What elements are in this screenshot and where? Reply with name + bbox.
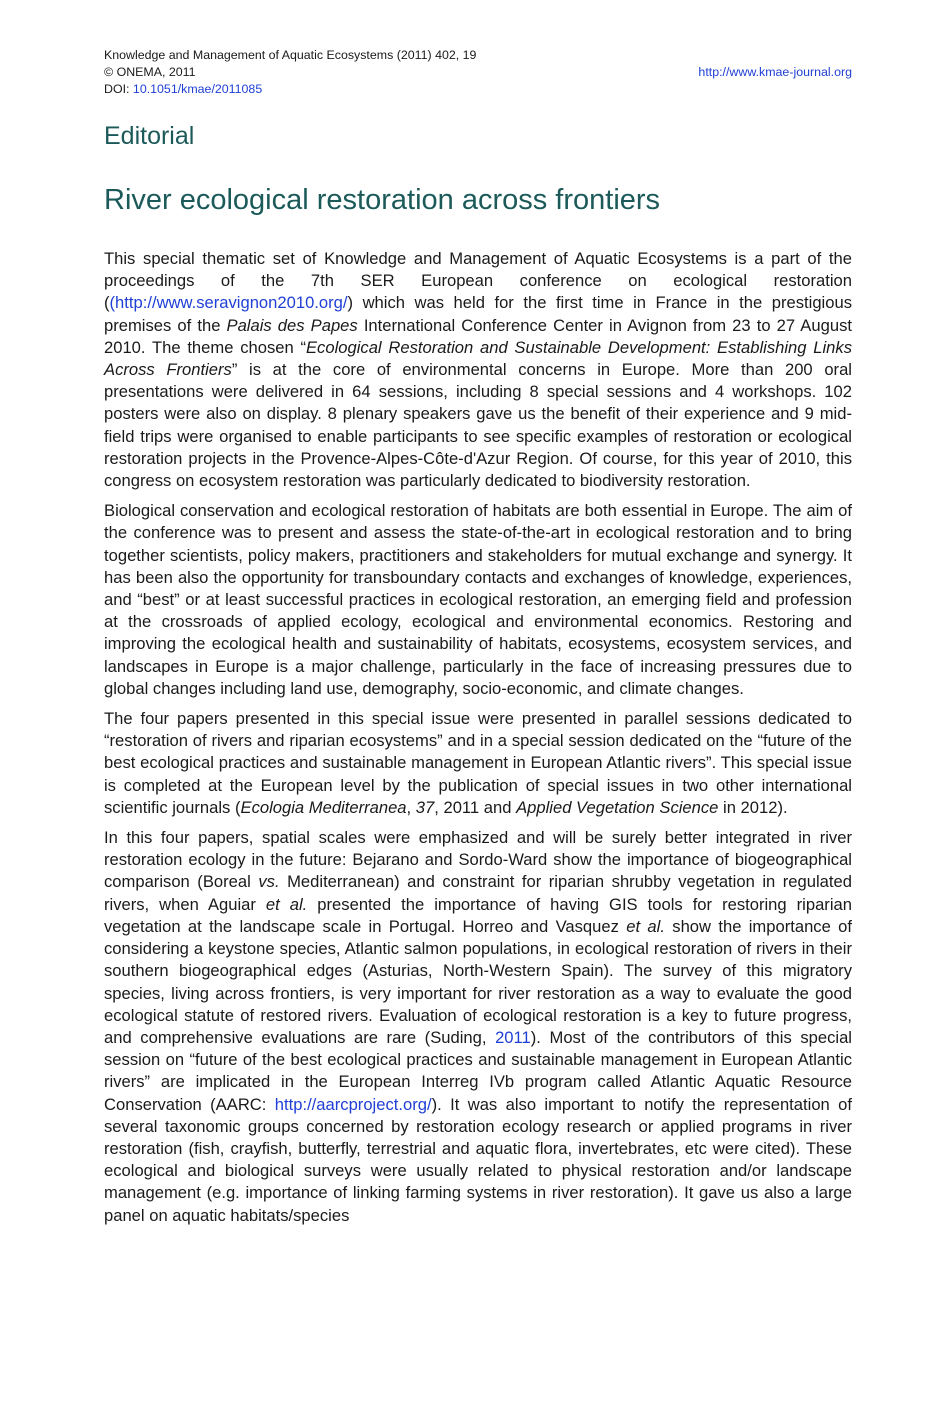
doi-label: DOI: bbox=[104, 82, 133, 96]
aarc-project-link[interactable]: http://aarcproject.org/ bbox=[274, 1094, 432, 1114]
text-run: in 2012). bbox=[718, 797, 788, 817]
paragraph-1 bbox=[104, 248, 852, 492]
doi-link[interactable]: 10.1051/kmae/2011085 bbox=[132, 82, 263, 96]
italic-run: vs. bbox=[258, 872, 280, 892]
paragraph-2: Biological conservation and ecological restoration of habitats are both essential in Europe. The aim of the conference was to present and assess the state-of-the-art in ecological restoration and to bring together scientists, policy makers, practitioners and stakeholders for mutual exchange and synergy. It has been also the opportunity for transboundary contacts and exchanges of knowledge, experiences, and “best” or at least successful practices in ecological restoration, an emerging field and profession at the crossroads of applied ecology, ecological and environmental economics. Restoring and improving the ecological health and sustainability of habitats, ecosystems, ecosystem services, and landscapes in Europe is a major challenge, particularly in the face of increasing pressures due to global changes including land use, demography, socio-economic, and climate changes. bbox=[104, 501, 852, 698]
doi-line bbox=[104, 81, 852, 98]
page-header bbox=[104, 47, 852, 98]
text-run: show the importance of considering a keystone species, Atlantic salmon populations, in ecological restoration of rivers in their southern biogeographical edges (Asturias, North-Western Spain). The survey of this migratory species, living across frontiers, is very important for river restoration as a way to evaluate the good ecological statute of restored rivers. Evaluation of ecological restoration is a key to future progress, and comprehensive evaluations are rare (Suding, bbox=[104, 916, 852, 1047]
italic-run: et al. bbox=[626, 916, 665, 936]
text-run: , 2011 and bbox=[434, 797, 517, 817]
text-run: International Conference Center in Avignon from 23 to 27 August 2010. The theme chosen “ bbox=[104, 315, 852, 357]
reference-link-suding-2011[interactable]: 2011 bbox=[495, 1027, 531, 1047]
journal-citation: Knowledge and Management of Aquatic Ecosystems (2011) 402, 19 bbox=[104, 48, 477, 62]
text-run: ” is at the core of environmental concerns in Europe. More than 200 oral presentations were delivered in 64 sessions, including 8 special sessions and 4 workshops. 102 posters were also on display. 8 plenary speakers gave us the benefit of their experience and 9 mid-field trips were organised to enable participants to see specific examples of restoration or ecological restoration projects in the Provence-Alpes-Côte-d'Azur Region. Of course, for this year of 2010, this congress on ecosystem restoration was particularly dedicated to biodiversity restoration. bbox=[104, 360, 852, 491]
paragraph-4 bbox=[104, 827, 852, 1227]
italic-run: 37 bbox=[415, 797, 435, 817]
text-run: In this four papers, spatial scales were emphasized and will be surely better integrated in river restoration ecology in the future: Bejarano and Sordo-Ward show the importance of biogeographical comparison (Boreal bbox=[104, 828, 852, 892]
copyright-line: © ONEMA, 2011 bbox=[104, 65, 196, 79]
text-run: , bbox=[406, 797, 416, 817]
section-label: Editorial bbox=[104, 122, 195, 150]
italic-run: et al. bbox=[265, 894, 308, 914]
text-run: ). Most of the contributors of this special session on “future of the best ecological practices and sustainable management in European Atlantic rivers” are implicated in the European Interreg IVb program called Atlantic Aquatic Resource Conservation (AARC: bbox=[104, 1027, 852, 1114]
conference-link[interactable]: (http://www.seravignon2010.org/ bbox=[109, 293, 348, 313]
text-run: presented the importance of having GIS tools for restoring riparian vegetation at the landscape scale in Portugal. Horreo and Vasquez bbox=[104, 894, 852, 936]
paragraph-3 bbox=[104, 708, 852, 819]
italic-run: Palais des Papes bbox=[226, 315, 358, 335]
text-run: ). It was also important to notify the representation of several taxonomic groups concerned by restoration ecology research or applied programs in river restoration (fish, crayfish, butterfly, terrestrial and aquatic flora, invertebrates, etc were cited). These ecological and biological surveys were usually related to physical restoration and/or landscape management (e.g. importance of linking farming systems in river restoration). It gave us also a large panel on aquatic habitats/species bbox=[104, 1094, 852, 1225]
text-run: The four papers presented in this special issue were presented in parallel sessions dedicated to “restoration of rivers and riparian ecosystems” and in a special session dedicated on the “future of the best ecological practices and sustainable management in European Atlantic rivers”. This special issue is completed at the European level by the publication of special issues in two other international scientific journals ( bbox=[104, 709, 852, 817]
italic-run: Ecological Restoration and Sustainable Development: Establishing Links Across Frontiers bbox=[104, 337, 852, 380]
journal-url-link[interactable]: http://www.kmae-journal.org bbox=[698, 65, 852, 79]
text-run: ) which was held for the first time in France in the prestigious premises of the bbox=[104, 293, 852, 335]
text-run: This special thematic set of Knowledge and Management of Aquatic Ecosystems is a part of the proceedings of the 7th SER European conference on ecological restoration ( bbox=[104, 249, 852, 313]
italic-run: Ecologia Mediterranea bbox=[240, 797, 407, 817]
article-body bbox=[104, 248, 852, 1235]
text-run: Mediterranean) and constraint for riparian shrubby vegetation in regulated rivers, when Aguiar bbox=[104, 872, 852, 914]
italic-run: Applied Vegetation Science bbox=[516, 797, 719, 817]
article-title: River ecological restoration across frontiers bbox=[104, 184, 661, 216]
